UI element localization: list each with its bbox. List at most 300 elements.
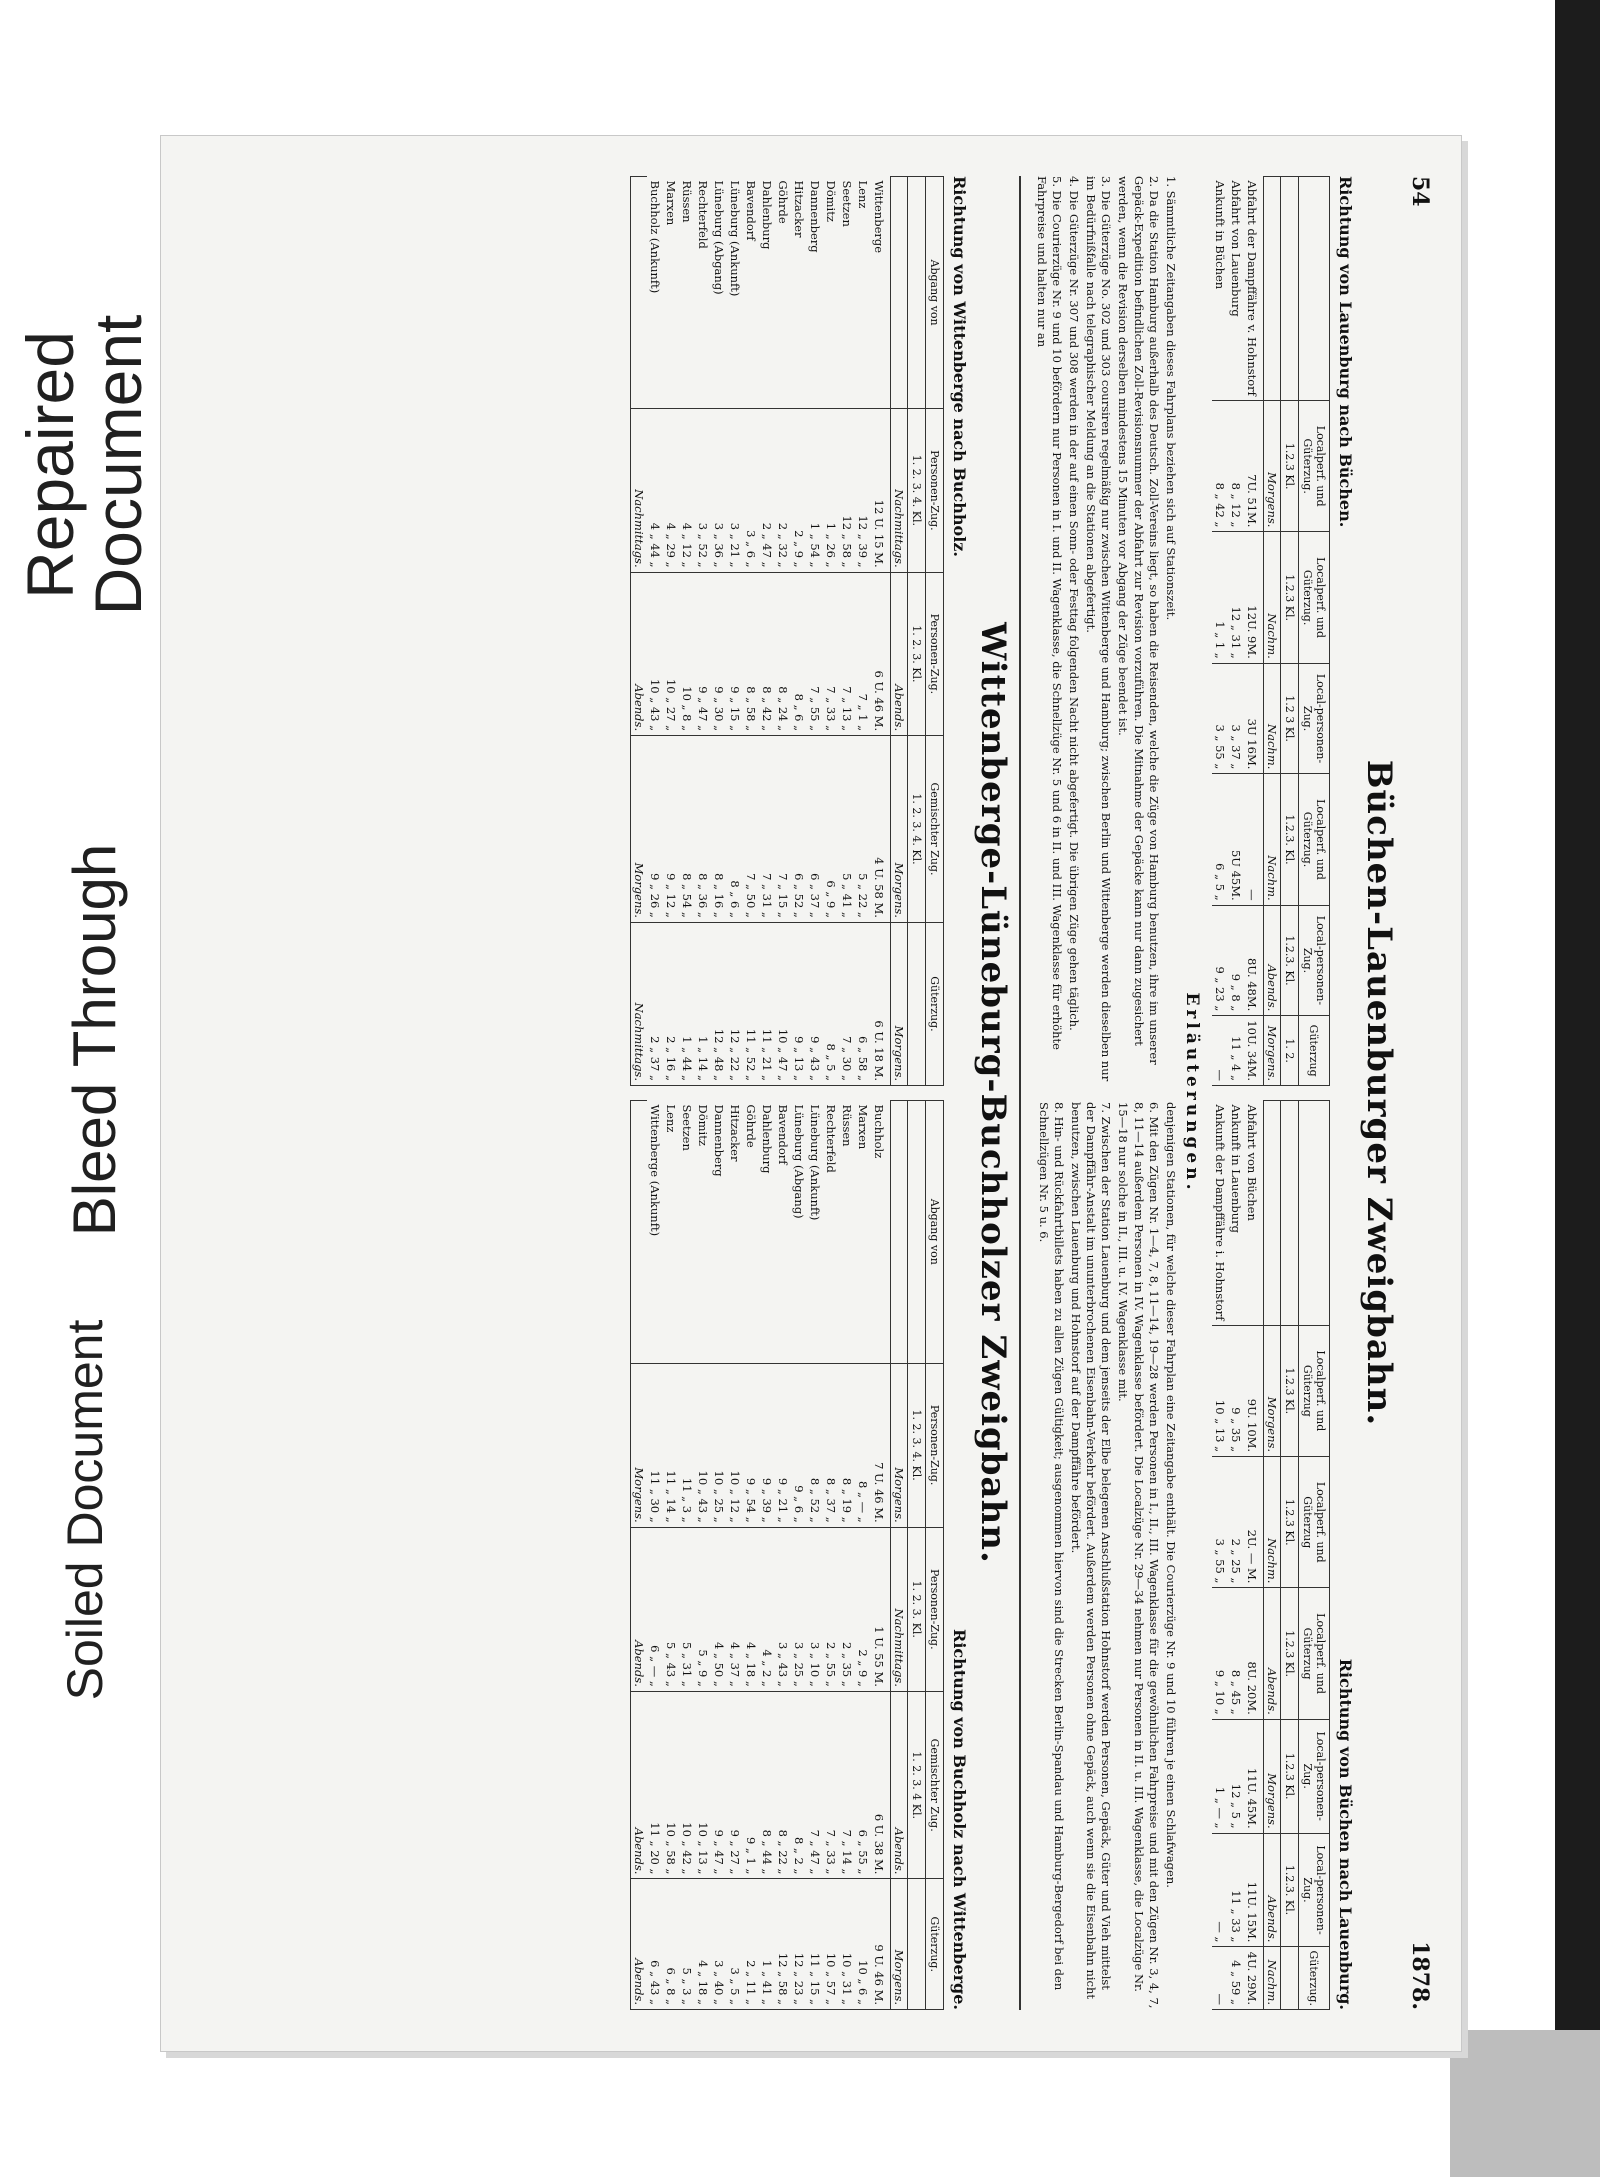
time-cell: 10 „ 27 „ (663, 572, 679, 735)
table-classes-cell: 1. 2. 3. 4. Kl. (908, 409, 926, 572)
time-cell: 6 „ — „ (647, 1527, 663, 1691)
time-cell: 11 „ 4 „ (1228, 1016, 1244, 1086)
time-cell: 2 „ 47 „ (759, 409, 775, 572)
time-cell: 4 „ 29 „ (663, 409, 679, 572)
page-content (171, 148, 1451, 2038)
time-cell: 7 „ 33 „ (823, 1691, 839, 1879)
table-periods-cell: Morgens. (891, 922, 908, 1085)
station-name: Rechterfeld (695, 177, 711, 409)
table-footer-row (631, 1101, 648, 2010)
section2-title: Wittenberge-Lüneburg-Buchholzer Zweigbahn. (973, 622, 1014, 1564)
time-cell: 3 „ 40 „ (711, 1879, 727, 2010)
station-name: Ankunft in Büchen (1212, 177, 1228, 401)
time-cell: 10 „ 25 „ (711, 1363, 727, 1527)
time-cell: 3U 16M. (1244, 663, 1264, 774)
time-cell: 5 „ 41 „ (839, 736, 855, 923)
time-cell: 2 „ 11 „ (743, 1879, 759, 2010)
table-row (839, 1101, 855, 2010)
table-classes-cell: 1. 2. 3. 4 Kl. (908, 1691, 926, 1879)
time-cell: 1 „ 41 „ (759, 1879, 775, 2010)
time-cell: 7U. 51M. (1244, 400, 1264, 532)
time-cell: — (1244, 774, 1264, 905)
time-cell: 6 „ 5 „ (1212, 774, 1228, 905)
table-headers-cell: Local-personen-Zug. (1299, 1719, 1330, 1833)
time-cell: 6 U. 18 M. (871, 922, 891, 1085)
station-name: Lenz (855, 177, 871, 409)
table-classes-cell: 1. 2. 3. Kl. (908, 1527, 926, 1691)
table-periods-cell: Nachm. (1264, 663, 1281, 774)
station-name: Seetzen (839, 177, 855, 409)
time-cell: 5 „ 9 „ (695, 1527, 711, 1691)
table-headers-cell: Localperf. und Güterzug. (1299, 774, 1330, 905)
table-row (759, 177, 775, 1086)
station-name: Hitzacker (791, 177, 807, 409)
time-cell: 11U. 45M. (1244, 1719, 1264, 1833)
table-periods-cell: Nachm. (1264, 774, 1281, 905)
table-periods-cell: Morgens. (891, 736, 908, 923)
time-cell: 5 „ 3 „ (679, 1879, 695, 2010)
station-name: Marxen (663, 177, 679, 409)
section-wittenberge-buchholz (630, 176, 1013, 2010)
table-footer-cell (631, 177, 648, 409)
time-cell: 2 „ 9 „ (791, 409, 807, 572)
time-cell: 1 U. 55 M. (871, 1527, 891, 1691)
time-cell: 6 „ 9 „ (823, 736, 839, 923)
time-cell: 9 „ 10 „ (1212, 1588, 1228, 1719)
page-year: 1878. (1407, 1941, 1433, 2010)
time-cell: 6 „ 52 „ (791, 736, 807, 923)
time-cell: 8 „ 19 „ (839, 1363, 855, 1527)
table-classes-cell: 1.2.3 Kl. (1281, 1719, 1299, 1833)
time-cell: 2U. — M. (1244, 1457, 1264, 1588)
table-headers-cell: Güterzug (1299, 1016, 1330, 1086)
table-headers-cell: Localperf. und Güterzug. (1299, 532, 1330, 663)
table-headers-row (1299, 1101, 1330, 2010)
table-periods-cell: Morgens. (1264, 1325, 1281, 1457)
repaired-label-line2: Document (81, 314, 155, 616)
time-cell: 7 „ 31 „ (759, 736, 775, 923)
table-footer-cell: Nachmittags. (631, 922, 648, 1085)
table-headers-cell: Localperf. und Güterzug (1299, 1457, 1330, 1588)
table-periods-cell: Abends. (1264, 1588, 1281, 1719)
table-periods-row (1264, 1101, 1281, 2010)
table-headers-cell: Personen-Zug. (926, 1363, 944, 1527)
table-headers-cell (1299, 177, 1330, 401)
table-classes-cell (908, 1879, 926, 2010)
station-name: Abfahrt der Dampffähre v. Hohnstorf (1244, 177, 1264, 401)
notes (1031, 176, 1178, 2010)
table-row (679, 1101, 695, 2010)
table-headers-cell: Localperf. und Güterzug. (1299, 400, 1330, 532)
notes-column-left (1031, 176, 1178, 1084)
section1-title: Büchen-Lauenburger Zweigbahn. (1359, 759, 1399, 1427)
table-headers-cell: Personen-Zug. (926, 572, 944, 735)
table-row (1244, 177, 1264, 1086)
time-cell: 10 „ 57 „ (823, 1879, 839, 2010)
table-row (647, 1101, 663, 2010)
time-cell: 11 „ 21 „ (759, 922, 775, 1085)
table-row (839, 177, 855, 1086)
time-cell: — (1212, 1947, 1228, 2010)
time-cell: 3 „ 52 „ (695, 409, 711, 572)
page-number: 54 (1407, 176, 1433, 207)
station-name: Seetzen (679, 1101, 695, 1364)
timetable-buechen-lauenburg (1212, 1100, 1330, 2010)
time-cell: 10 „ 31 „ (839, 1879, 855, 2010)
table-row (775, 177, 791, 1086)
table-footer-cell: Abends. (631, 1527, 648, 1691)
time-cell: 11 „ 3 „ (679, 1363, 695, 1527)
time-cell: 10 „ 43 „ (647, 572, 663, 735)
table-periods-cell (1264, 1101, 1281, 1326)
time-cell: 12 „ 48 „ (711, 922, 727, 1085)
table-periods-cell: Nachm. (1264, 532, 1281, 663)
time-cell: 10 „ 42 „ (679, 1691, 695, 1879)
table-headers-cell: Güterzug. (1299, 1947, 1330, 2010)
station-name: Ankunft in Lauenburg (1228, 1101, 1244, 1326)
notes-column-right (1031, 1102, 1178, 2010)
time-cell: 7 „ 14 „ (839, 1691, 855, 1879)
table-row (871, 1101, 891, 2010)
time-cell: 9 „ 39 „ (759, 1363, 775, 1527)
time-cell: 4 „ 12 „ (679, 409, 695, 572)
bleed-through-label: Bleed Through (61, 843, 128, 1237)
table-periods-cell (891, 1101, 908, 1364)
station-name: Bavendorf (775, 1101, 791, 1364)
table-classes-cell (908, 922, 926, 1085)
table-periods-row (891, 177, 908, 1086)
table-row (647, 177, 663, 1086)
time-cell: 3 „ 55 „ (1212, 663, 1228, 774)
table-footer-cell: Morgens. (631, 1363, 648, 1527)
time-cell: 2 „ 37 „ (647, 922, 663, 1085)
time-cell: 3 „ 55 „ (1212, 1457, 1228, 1588)
table-periods-cell: Nachmittags. (891, 409, 908, 572)
time-cell: 6 „ 8 „ (663, 1879, 679, 2010)
time-cell: 2 „ 16 „ (663, 922, 679, 1085)
time-cell: 9 „ 26 „ (647, 736, 663, 923)
table-classes-cell: 1.2.3. Kl. (1281, 905, 1299, 1016)
table-periods-cell: Nachm. (1264, 1947, 1281, 2010)
table-headers-cell: Güterzug. (926, 922, 944, 1085)
table-periods-cell: Morgens. (1264, 1719, 1281, 1833)
time-cell: 1 „ 14 „ (695, 922, 711, 1085)
time-cell: 12 „ 58 „ (775, 1879, 791, 2010)
section2-dir-left: Richtung von Wittenberge nach Buchholz. (950, 176, 970, 557)
time-cell: 7 „ 13 „ (839, 572, 855, 735)
table-row (663, 1101, 679, 2010)
table-row (823, 177, 839, 1086)
time-cell: 4 „ 59 „ (1228, 1947, 1244, 2010)
time-cell: 10 „ 12 „ (727, 1363, 743, 1527)
time-cell: 6 U. 46 M. (871, 572, 891, 735)
table-classes-cell: 1.2.3 Kl. (1281, 1325, 1299, 1457)
time-cell: 9 „ 21 „ (775, 1363, 791, 1527)
station-name: Dahlenburg (759, 1101, 775, 1364)
table-headers-row (926, 177, 944, 1086)
station-name: Dannenberg (807, 177, 823, 409)
table-row (1212, 1101, 1228, 2010)
table-classes-cell (1281, 1101, 1299, 1326)
table-row (791, 177, 807, 1086)
table-classes-cell: 1. 2. 3. Kl. (908, 572, 926, 735)
time-cell: 9 „ 43 „ (807, 922, 823, 1085)
time-cell: 9 „ 23 „ (1212, 905, 1228, 1016)
time-cell: 8 „ 42 „ (1212, 400, 1228, 532)
table-headers-cell: Abgang von (926, 1101, 944, 1364)
time-cell: 11 „ 52 „ (743, 922, 759, 1085)
time-cell: 8 „ 5 „ (823, 922, 839, 1085)
time-cell: 9 „ 30 „ (711, 572, 727, 735)
time-cell: 8 „ 24 „ (775, 572, 791, 735)
station-name: Hitzacker (727, 1101, 743, 1364)
table-footer-cell: Abends. (631, 1879, 648, 2010)
section2-dir-right: Richtung von Buchholz nach Wittenberge. (950, 1629, 970, 2010)
time-cell: 1 „ 26 „ (823, 409, 839, 572)
table-headers-cell: Gemischter Zug. (926, 736, 944, 923)
time-cell: 7 U. 46 M. (871, 1363, 891, 1527)
note-item: 3. Die Güterzüge No. 302 und 303 coursiren regelmäßig nur zwischen Wittenberge und Hamburg; zwischen Berlin und Wittenberge werden dieselben nur im Bedürfnißfalle nach telegraphischer Meldung an die Stationen abgefertigt. (1084, 176, 1114, 1082)
time-cell: 8 „ 54 „ (679, 736, 695, 923)
repaired-label-line1: Repaired (13, 331, 87, 599)
time-cell: 9 „ 1 „ (743, 1691, 759, 1879)
table-footer-cell: Morgens. (631, 736, 648, 923)
time-cell: 11 „ 15 „ (807, 1879, 823, 2010)
station-name: Rechterfeld (823, 1101, 839, 1364)
table-periods-row (1264, 177, 1281, 1086)
time-cell: 8U. 20M. (1244, 1588, 1264, 1719)
time-cell: 12 U. 15 M. (871, 409, 891, 572)
table-headers-cell: Gemischter Zug. (926, 1691, 944, 1879)
time-cell: 12 „ 22 „ (727, 922, 743, 1085)
time-cell: 6 U. 38 M. (871, 1691, 891, 1879)
table-row (871, 177, 891, 1086)
time-cell: 1 „ 44 „ (679, 922, 695, 1085)
table-headers-cell: Localperf. und Güterzug (1299, 1325, 1330, 1457)
time-cell: 5 „ 22 „ (855, 736, 871, 923)
time-cell: 9 „ 47 „ (711, 1691, 727, 1879)
table-row (823, 1101, 839, 2010)
table-row (855, 1101, 871, 2010)
time-cell: 4 „ 18 „ (695, 1879, 711, 2010)
time-cell: 2 „ 55 „ (823, 1527, 839, 1691)
table-headers-cell: Local-personen-Zug. (1299, 905, 1330, 1016)
time-cell: 9 „ 6 „ (791, 1363, 807, 1527)
time-cell: 10 „ 43 „ (695, 1363, 711, 1527)
time-cell: 11 „ 14 „ (663, 1363, 679, 1527)
table-footer-row (631, 177, 648, 1086)
table-footer-cell: Abends. (631, 1691, 648, 1879)
station-name: Wittenberge (Ankunft) (647, 1101, 663, 1364)
time-cell: 7 „ 15 „ (775, 736, 791, 923)
note-item: 1. Sämmtliche Zeitangaben dieses Fahrplans beziehen sich auf Stationszeit. (1164, 176, 1178, 621)
note-item: 8. Hin- und Rückfahrtbillets haben zu allen Zügen Gültigkeit; ausgenommen hiervon sind die Strecken Berlin-Spandau und Hamburg-Bergedorf bei den Schnellzügen Nr. 5 u. 6. (1036, 1102, 1066, 1991)
table-periods-cell: Morgens. (1264, 400, 1281, 532)
time-cell: 3 „ 6 „ (743, 409, 759, 572)
table-headers-cell: Güterzug. (926, 1879, 944, 2010)
table-periods-cell (891, 177, 908, 409)
station-name: Wittenberge (871, 177, 891, 409)
table-headers-cell: Personen-Zug. (926, 409, 944, 572)
table-row (1244, 1101, 1264, 2010)
table-periods-cell: Morgens. (891, 1363, 908, 1527)
time-cell: 6 „ 37 „ (807, 736, 823, 923)
time-cell: 8 „ 52 „ (807, 1363, 823, 1527)
table-classes-cell: 1.2 3 Kl. (1281, 663, 1299, 774)
note-item: 4. Die Güterzüge Nr. 307 und 308 werden in der auf einen Sonn- oder Festtag folgenden Nacht nicht abgefertigt. Die übrigen Züge gehen täglich. (1066, 176, 1081, 1031)
time-cell: 2 „ 32 „ (775, 409, 791, 572)
scanner-shadow-bottom (1450, 2030, 1600, 2177)
time-cell: 4 „ 2 „ (759, 1527, 775, 1691)
scanner-shadow-right (1555, 0, 1600, 2177)
table-row (711, 1101, 727, 2010)
station-name: Abfahrt von Lauenburg (1228, 177, 1244, 401)
station-name: Dahlenburg (759, 177, 775, 409)
table-row (663, 177, 679, 1086)
table-headers-cell: Local-personen-Zug. (1299, 663, 1330, 774)
table-periods-cell: Morgens. (1264, 1016, 1281, 1086)
table-classes-row (1281, 1101, 1299, 2010)
time-cell: 9 „ 13 „ (791, 922, 807, 1085)
time-cell: 8 „ 6 „ (791, 572, 807, 735)
time-cell: 12U. 9M. (1244, 532, 1264, 663)
station-name: Lüneburg (Abgang) (711, 177, 727, 409)
table-periods-cell: Abends. (891, 1691, 908, 1879)
table-classes-cell: 1. 2. 3. 4. Kl. (908, 1363, 926, 1527)
note-item: 5. Die Courierzüge Nr. 9 und 10 befördern nur Personen in I. und II. Wagenklasse, die Schnellzüge Nr. 5 und 6 in II. und III. Wagenklasse für erhöhte Fahrpreise und halten nur an (1034, 176, 1064, 1050)
station-name: Rüssen (679, 177, 695, 409)
time-cell: 5U 45M. (1228, 774, 1244, 905)
table-classes-cell: 1. 2. (1281, 1016, 1299, 1086)
time-cell: 6 „ 55 „ (855, 1691, 871, 1879)
station-name: Abfahrt von Büchen (1244, 1101, 1264, 1326)
timetable-wittenberge-buchholz (630, 176, 944, 1086)
table-headers-row (1299, 177, 1330, 1086)
table-periods-row (891, 1101, 908, 2010)
time-cell: 3 „ 43 „ (775, 1527, 791, 1691)
time-cell: 12 „ 58 „ (839, 409, 855, 572)
time-cell: 6 „ 43 „ (647, 1879, 663, 2010)
time-cell: 8 „ — „ (855, 1363, 871, 1527)
time-cell: 11 „ 20 „ (647, 1691, 663, 1879)
time-cell: 6 „ 58 „ (855, 922, 871, 1085)
time-cell: 3 „ 10 „ (807, 1527, 823, 1691)
station-name: Lenz (663, 1101, 679, 1364)
time-cell: 8 „ 2 „ (791, 1691, 807, 1879)
page-header (1407, 176, 1433, 2010)
time-cell: 9 U. 46 M. (871, 1879, 891, 2010)
table-classes-row (908, 1101, 926, 2010)
time-cell: 8 „ 22 „ (775, 1691, 791, 1879)
table-periods-cell: Nachm. (1264, 1457, 1281, 1588)
time-cell: 12 „ 39 „ (855, 409, 871, 572)
section-divider (1019, 176, 1021, 2010)
time-cell: 10 „ 13 „ (695, 1691, 711, 1879)
notes-title: Erläuterungen. (1182, 992, 1202, 1194)
table-periods-cell (1264, 177, 1281, 401)
section1-dir-right: Richtung von Büchen nach Lauenburg. (1336, 1658, 1355, 2010)
table-row (807, 1101, 823, 2010)
time-cell: 7 „ 47 „ (807, 1691, 823, 1879)
table-footer-cell (631, 1101, 648, 1364)
time-cell: 12 „ 31 „ (1228, 532, 1244, 663)
time-cell: 11U. 15M. (1244, 1833, 1264, 1947)
table-classes-cell: 1.2.3 Kl. (1281, 400, 1299, 532)
station-name: Buchholz (Ankunft) (647, 177, 663, 409)
station-name: Buchholz (871, 1101, 891, 1364)
table-classes-cell: 1. 2. 3. 4. Kl. (908, 736, 926, 923)
table-row (775, 1101, 791, 2010)
time-cell: 5 „ 31 „ (679, 1527, 695, 1691)
time-cell: 9 „ 15 „ (727, 572, 743, 735)
table-row (727, 1101, 743, 2010)
time-cell: 3 „ 37 „ (1228, 663, 1244, 774)
time-cell: 10 „ 58 „ (663, 1691, 679, 1879)
table-footer-cell: Nachmittags. (631, 409, 648, 572)
table-periods-cell: Morgens. (891, 1879, 908, 2010)
time-cell: 11 „ 30 „ (647, 1363, 663, 1527)
time-cell: 11 „ 33 „ (1228, 1833, 1244, 1947)
time-cell: 4U. 29M. (1244, 1947, 1264, 2010)
time-cell: 1 „ — „ (1212, 1719, 1228, 1833)
table-footer-cell: Abends. (631, 572, 648, 735)
time-cell: 9 „ 8 „ (1228, 905, 1244, 1016)
time-cell: 7 „ 50 „ (743, 736, 759, 923)
time-cell: 3 „ 36 „ (711, 409, 727, 572)
time-cell: — (1212, 1016, 1228, 1086)
note-item: 6. Mit den Zügen Nr. 1—4, 7, 8, 11—14, 19—28 werden Personen in I., II., III. Wagenklasse für die gewöhnlichen Fahrpreise und mit den Zügen Nr. 3, 4, 7, 8, 11—14 außerdem Personen in IV. Wagenklasse befördert. Die Localzüge Nr. 29—34 nehmen nur Personen in II. u. III. Wagenklasse, die Localzüge Nr. 15—18 nur solche in II., III. u. IV. Wagenklasse mit. (1116, 1102, 1161, 2009)
time-cell: 4 „ 44 „ (647, 409, 663, 572)
table-row (807, 177, 823, 1086)
time-cell: 10U. 34M. (1244, 1016, 1264, 1086)
table-classes-cell (908, 177, 926, 409)
table-classes-cell (908, 1101, 926, 1364)
table-periods-cell: Abends. (891, 572, 908, 735)
time-cell: 5 „ 43 „ (663, 1527, 679, 1691)
section-buechen-lauenburg (1212, 176, 1399, 2010)
table-classes-cell (1281, 1947, 1299, 2010)
time-cell: 7 „ 55 „ (807, 572, 823, 735)
time-cell: 8 „ 45 „ (1228, 1588, 1244, 1719)
time-cell: 8 „ 36 „ (695, 736, 711, 923)
table-periods-cell: Abends. (1264, 905, 1281, 1016)
time-cell: 3 „ 25 „ (791, 1527, 807, 1691)
table-headers-cell: Abgang von (926, 177, 944, 409)
time-cell: 7 „ 1 „ (855, 572, 871, 735)
station-name: Lüneburg (Ankunft) (807, 1101, 823, 1364)
section1-directions (1336, 176, 1355, 2010)
time-cell: 8 „ 44 „ (759, 1691, 775, 1879)
station-name: Ankunft der Dampffähre i. Hohnstorf (1212, 1101, 1228, 1326)
time-cell: 12 „ 5 „ (1228, 1719, 1244, 1833)
time-cell: 9 „ 27 „ (727, 1691, 743, 1879)
timetable-lauenburg-buechen (1212, 176, 1330, 1086)
table-row (791, 1101, 807, 2010)
table-row (743, 177, 759, 1086)
table-row (1228, 177, 1244, 1086)
table-row (1228, 1101, 1244, 2010)
station-name: Göhrde (743, 1101, 759, 1364)
time-cell: 9U. 10M. (1244, 1325, 1264, 1457)
time-cell: 3 „ 5 „ (727, 1879, 743, 2010)
time-cell: 2 „ 9 „ (855, 1527, 871, 1691)
table-periods-cell: Nachmittags. (891, 1527, 908, 1691)
scanned-page (160, 135, 1462, 2052)
table-classes-row (908, 177, 926, 1086)
time-cell: 9 „ 47 „ (695, 572, 711, 735)
table-row (711, 177, 727, 1086)
table-classes-cell: 1.2.3 Kl. (1281, 1457, 1299, 1588)
